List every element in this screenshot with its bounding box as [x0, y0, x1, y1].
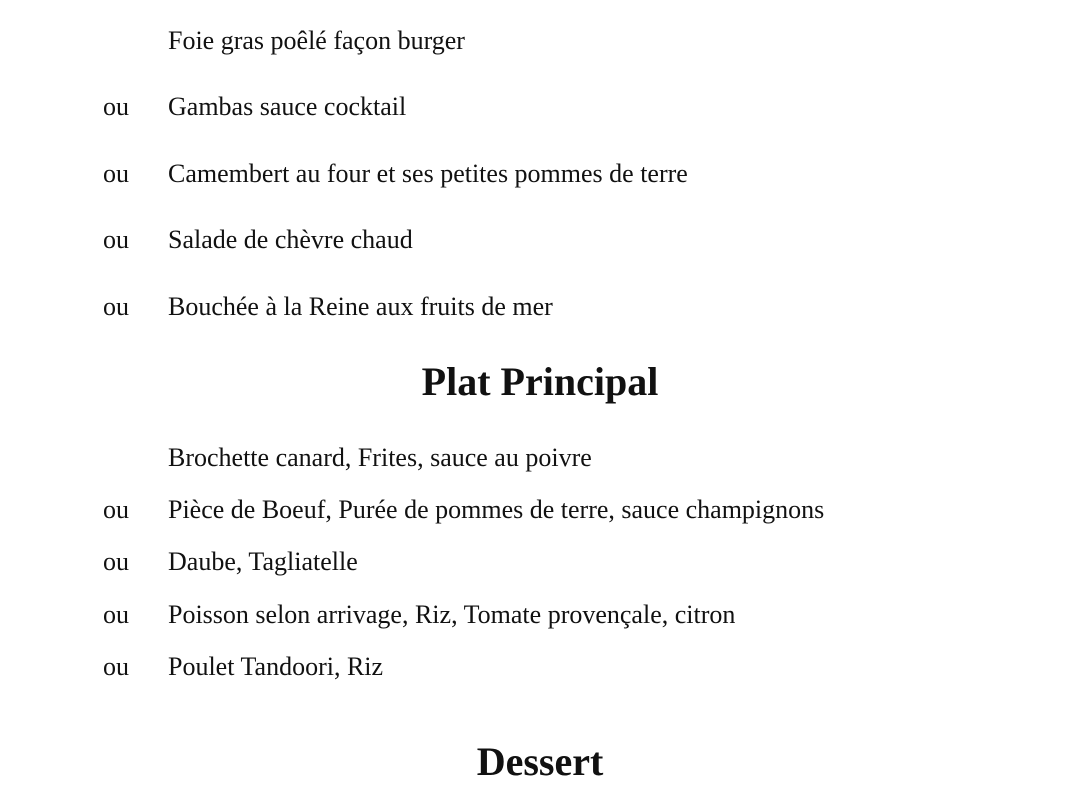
dish-name: Daube, Tagliatelle: [168, 547, 358, 576]
section-heading-plat-principal: Plat Principal: [421, 359, 659, 404]
dish-name: Foie gras poêlé façon burger: [168, 26, 465, 55]
menu-item: [0, 290, 1080, 324]
dish-name: Poulet Tandoori, Riz: [168, 652, 384, 681]
menu-item: [0, 545, 1080, 579]
dish-name: Camembert au four et ses petites pommes de terre: [168, 159, 688, 188]
menu-item: [0, 441, 1080, 475]
section-heading-dessert: Dessert: [476, 739, 604, 784]
connector-or: ou: [103, 292, 129, 321]
menu-item: [0, 157, 1080, 191]
menu-item: [0, 650, 1080, 684]
dish-name: Pièce de Boeuf, Purée de pommes de terre, sauce champignons: [168, 495, 825, 524]
connector-or: ou: [103, 225, 129, 254]
menu-item: [0, 24, 1080, 58]
connector-or: ou: [103, 495, 129, 524]
menu-item: [0, 493, 1080, 527]
connector-or: ou: [103, 652, 129, 681]
connector-or: ou: [103, 600, 129, 629]
connector-or: ou: [103, 92, 129, 121]
dish-name: Bouchée à la Reine aux fruits de mer: [168, 292, 553, 321]
menu-item: [0, 223, 1080, 257]
menu-item: [0, 90, 1080, 124]
dish-name: Poisson selon arrivage, Riz, Tomate provençale, citron: [168, 600, 736, 629]
connector-or: ou: [103, 159, 129, 188]
connector-or: ou: [103, 547, 129, 576]
dish-name: Gambas sauce cocktail: [168, 92, 407, 121]
dish-name: Brochette canard, Frites, sauce au poivre: [168, 443, 592, 472]
menu-item: [0, 598, 1080, 632]
dish-name: Salade de chèvre chaud: [168, 225, 413, 254]
